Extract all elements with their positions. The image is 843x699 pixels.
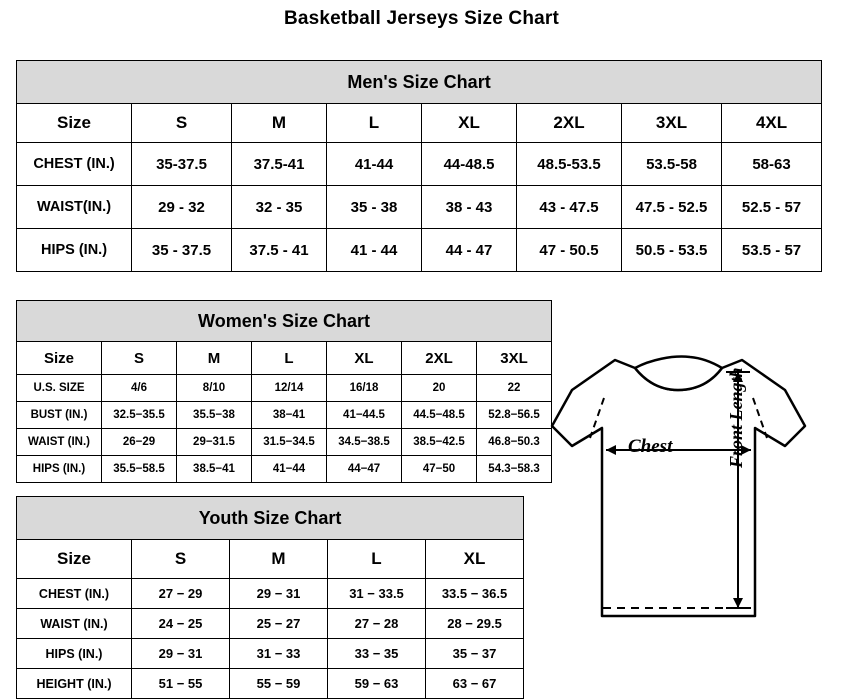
table-cell: 41-44 bbox=[327, 143, 422, 186]
row-label: WAIST (IN.) bbox=[17, 429, 102, 456]
row-label: HEIGHT (IN.) bbox=[17, 669, 132, 699]
table-cell: 44.5−48.5 bbox=[402, 402, 477, 429]
table-cell: 54.3−58.3 bbox=[477, 456, 552, 483]
table-row bbox=[17, 639, 524, 669]
table-cell: 4/6 bbox=[102, 375, 177, 402]
column-header: L bbox=[252, 342, 327, 375]
row-label: U.S. SIZE bbox=[17, 375, 102, 402]
table-cell: 50.5 - 53.5 bbox=[622, 229, 722, 272]
table-cell: 48.5-53.5 bbox=[517, 143, 622, 186]
table-cell: 20 bbox=[402, 375, 477, 402]
table-cell: 53.5-58 bbox=[622, 143, 722, 186]
table-cell: 29−31.5 bbox=[177, 429, 252, 456]
table-cell: 38 - 43 bbox=[422, 186, 517, 229]
row-label: WAIST(IN.) bbox=[17, 186, 132, 229]
row-label: HIPS (IN.) bbox=[17, 456, 102, 483]
table-cell: 29 - 32 bbox=[132, 186, 232, 229]
youth-table-caption: Youth Size Chart bbox=[17, 497, 524, 540]
table-row bbox=[17, 229, 822, 272]
table-cell: 52.5 - 57 bbox=[722, 186, 822, 229]
column-header: 2XL bbox=[517, 104, 622, 143]
table-cell: 8/10 bbox=[177, 375, 252, 402]
table-cell: 37.5 - 41 bbox=[232, 229, 327, 272]
table-cell: 33.5 − 36.5 bbox=[426, 579, 524, 609]
row-label: CHEST (IN.) bbox=[17, 579, 132, 609]
table-cell: 33 − 35 bbox=[328, 639, 426, 669]
table-row bbox=[17, 402, 552, 429]
table-row bbox=[17, 186, 822, 229]
table-row bbox=[17, 143, 822, 186]
table-cell: 47 - 50.5 bbox=[517, 229, 622, 272]
table-cell: 51 − 55 bbox=[132, 669, 230, 699]
table-cell: 22 bbox=[477, 375, 552, 402]
table-row bbox=[17, 579, 524, 609]
table-cell: 38.5−41 bbox=[177, 456, 252, 483]
table-cell: 44-48.5 bbox=[422, 143, 517, 186]
table-cell: 25 − 27 bbox=[230, 609, 328, 639]
table-cell: 35.5−58.5 bbox=[102, 456, 177, 483]
womens-size-chart-table bbox=[16, 300, 552, 483]
table-cell: 26−29 bbox=[102, 429, 177, 456]
table-cell: 35 − 37 bbox=[426, 639, 524, 669]
row-label: HIPS (IN.) bbox=[17, 229, 132, 272]
row-label: CHEST (IN.) bbox=[17, 143, 132, 186]
page-title: Basketball Jerseys Size Chart bbox=[283, 8, 560, 29]
column-header: S bbox=[102, 342, 177, 375]
column-header: XL bbox=[426, 540, 524, 579]
mens-size-chart-table bbox=[16, 60, 822, 272]
column-header: XL bbox=[327, 342, 402, 375]
table-cell: 35 - 37.5 bbox=[132, 229, 232, 272]
table-cell: 41 - 44 bbox=[327, 229, 422, 272]
table-cell: 35.5−38 bbox=[177, 402, 252, 429]
table-cell: 34.5−38.5 bbox=[327, 429, 402, 456]
table-cell: 28 − 29.5 bbox=[426, 609, 524, 639]
table-cell: 31 − 33.5 bbox=[328, 579, 426, 609]
table-cell: 53.5 - 57 bbox=[722, 229, 822, 272]
table-cell: 41−44 bbox=[252, 456, 327, 483]
table-cell: 37.5-41 bbox=[232, 143, 327, 186]
column-header: S bbox=[132, 104, 232, 143]
womens-table-caption: Women's Size Chart bbox=[17, 301, 552, 342]
column-header: 3XL bbox=[477, 342, 552, 375]
table-cell: 35 - 38 bbox=[327, 186, 422, 229]
table-cell: 43 - 47.5 bbox=[517, 186, 622, 229]
table-cell: 16/18 bbox=[327, 375, 402, 402]
table-cell: 41−44.5 bbox=[327, 402, 402, 429]
jersey-outline-svg bbox=[540, 338, 835, 673]
row-label: HIPS (IN.) bbox=[17, 639, 132, 669]
column-header: L bbox=[328, 540, 426, 579]
table-row bbox=[17, 456, 552, 483]
table-cell: 31 − 33 bbox=[230, 639, 328, 669]
table-cell: 47−50 bbox=[402, 456, 477, 483]
table-header-row bbox=[17, 342, 552, 375]
table-row bbox=[17, 669, 524, 699]
jersey-measurement-diagram bbox=[540, 338, 835, 673]
column-header: M bbox=[230, 540, 328, 579]
table-cell: 59 − 63 bbox=[328, 669, 426, 699]
column-header: M bbox=[232, 104, 327, 143]
chest-measure-label: Chest bbox=[628, 436, 673, 457]
table-cell: 35-37.5 bbox=[132, 143, 232, 186]
table-cell: 52.8−56.5 bbox=[477, 402, 552, 429]
table-cell: 24 − 25 bbox=[132, 609, 230, 639]
jersey-body-outline bbox=[552, 360, 805, 616]
table-cell: 27 − 28 bbox=[328, 609, 426, 639]
table-cell: 32.5−35.5 bbox=[102, 402, 177, 429]
front-length-measure-label: Front Length bbox=[726, 367, 746, 468]
row-label: BUST (IN.) bbox=[17, 402, 102, 429]
table-row bbox=[17, 429, 552, 456]
table-caption-row bbox=[17, 61, 822, 104]
mens-table-caption: Men's Size Chart bbox=[17, 61, 822, 104]
table-cell: 12/14 bbox=[252, 375, 327, 402]
column-header: S bbox=[132, 540, 230, 579]
column-header: 3XL bbox=[622, 104, 722, 143]
table-cell: 46.8−50.3 bbox=[477, 429, 552, 456]
table-row bbox=[17, 609, 524, 639]
column-header: Size bbox=[17, 540, 132, 579]
table-caption-row bbox=[17, 301, 552, 342]
table-cell: 63 − 67 bbox=[426, 669, 524, 699]
column-header: L bbox=[327, 104, 422, 143]
table-cell: 32 - 35 bbox=[232, 186, 327, 229]
table-row bbox=[17, 375, 552, 402]
table-cell: 29 − 31 bbox=[230, 579, 328, 609]
table-header-row bbox=[17, 104, 822, 143]
table-header-row bbox=[17, 540, 524, 579]
table-cell: 29 − 31 bbox=[132, 639, 230, 669]
row-label: WAIST (IN.) bbox=[17, 609, 132, 639]
column-header: Size bbox=[17, 342, 102, 375]
table-cell: 38−41 bbox=[252, 402, 327, 429]
youth-size-chart-table bbox=[16, 496, 524, 699]
column-header: 2XL bbox=[402, 342, 477, 375]
table-cell: 38.5−42.5 bbox=[402, 429, 477, 456]
table-cell: 44−47 bbox=[327, 456, 402, 483]
column-header: Size bbox=[17, 104, 132, 143]
table-cell: 44 - 47 bbox=[422, 229, 517, 272]
table-cell: 31.5−34.5 bbox=[252, 429, 327, 456]
table-cell: 27 − 29 bbox=[132, 579, 230, 609]
table-cell: 55 − 59 bbox=[230, 669, 328, 699]
table-cell: 47.5 - 52.5 bbox=[622, 186, 722, 229]
column-header: M bbox=[177, 342, 252, 375]
table-caption-row bbox=[17, 497, 524, 540]
column-header: XL bbox=[422, 104, 517, 143]
table-cell: 58-63 bbox=[722, 143, 822, 186]
column-header: 4XL bbox=[722, 104, 822, 143]
